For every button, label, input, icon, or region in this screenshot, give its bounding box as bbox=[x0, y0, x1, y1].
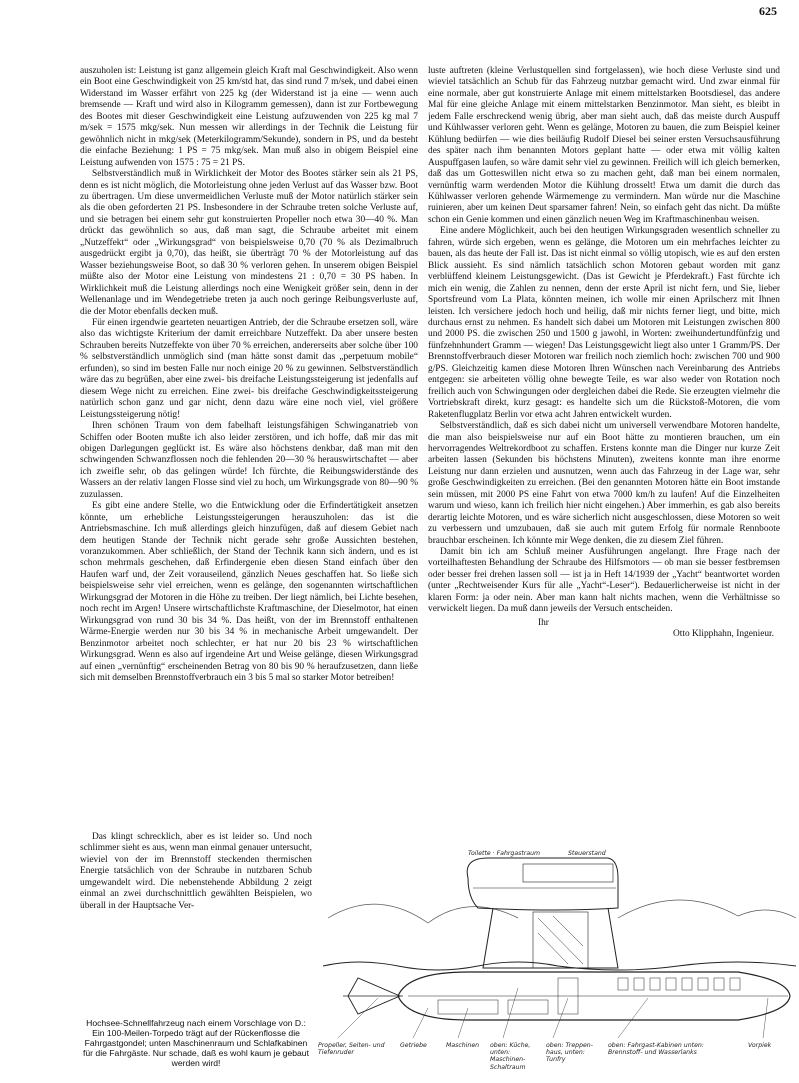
paragraph: Das klingt schrecklich, aber es ist leider so. Und noch schlimmer sieht es aus, wenn man einmal genauer untersucht, wieviel von der im Brennstoff steckenden thermischen Energie tatsächlich von der Schraube in nutzbaren Schub umgewandelt wird. Die nebenstehende Abbildung 2 zeigt einmal an zwei durchschnittlich gewählten Beispielen, wo überall in der Hauptsache Ver- bbox=[80, 832, 312, 911]
paragraph: Es gibt eine andere Stelle, wo die Entwicklung oder die Erfindertätigkeit ansetzen könnte, um erhebliche Leistungssteigerungen herauszuholen: das ist die Antriebsmaschine. Ich muß allerdings gleich hinzufügen, daß auf diesem Gebiet nach dem heutigen Stande der Technik nicht gerade sehr große Aussichten bestehen, voranzukommen. Aber schließlich, der Stand der Technik kann sich ändern, und es ist schon mehrmals geschehen, daß Erfindergenie eben diesen Stand einfach über den Haufen warf und, der Zeit vorauseilend, gänzlich Neues geschaffen hat. So ließe sich beispielsweise sehr viel erreichen, wenn es gelänge, den sogenannten wirtschaftlichen Wirkungsgrad der Motoren in die Höhe zu treiben. Der liegt nämlich, bei Lichte besehen, noch recht im Argen! Unsere wirtschaftlichste Kraftmaschine, der Dieselmotor, hat einen Wirkungsgrad von rund 30 bis 34 %. Das heißt, von der im Brennstoff enthaltenen Wärme-Energie werden nur 30 bis 34 % in mechanische Arbeit umgewandelt. Der Benzinmotor arbeitet noch schlechter, er hat nur 20 bis 23 % wirtschaftlichen Wirkungsgrad. Wenn es also auf irgendeine Art und Weise gelänge, diesen Wirkungsgrad auf einen „vernünftig“ erscheinenden Betrag von 80 bis 90 % heraufzusetzen, dann ließe sich mit demselben Brennstoffverbrauch ein 3 bis 5 mal so starker Motor betreiben! bbox=[80, 501, 418, 684]
figure-label: Maschinen bbox=[446, 1042, 480, 1049]
figure-label: oben: Treppen- haus, unten: Tunfry bbox=[546, 1042, 593, 1064]
paragraph: Für einen irgendwie gearteten neuartigen Antrieb, der die Schraube ersetzen soll, wäre also das wichtigste Kriterium der damit erreichbare Nutzeffekt. Da aber unsere besten Schrauben bereits Nutzeffekte von über 70 % erreichen, andererseits aber solche über 100 % selbstverständlich unmöglich sind (man hätte sonst damit das „perpetuum mobile“ erfunden), so sind im besten Falle nur noch einige 20 % zu gewinnen. Selbstverständlich wäre das zu begrüßen, aber eine zwei- bis dreifache Leistungssteigerung ist jedenfalls auf diesem Wege nicht zu erreichen. Eine zwei- bis dreifache Geschwindigkeitssteigerung natürlich schon ganz und gar nicht, denn dazu wäre eine noch viel, viel größere Leistungssteigerung nötig! bbox=[80, 317, 418, 420]
signature-closing: Ihr bbox=[538, 617, 549, 628]
paragraph: Selbstverständlich, daß es sich dabei nicht um universell verwendbare Motoren handelte, die man also beispielsweise nur auf ein Boot hätte zu montieren brauchen, um ein hervorragendes Weltrekordboot zu schaffen. Erstens konnte man die Dinger nur kurze Zeit arbeiten lassen (Sekunden bis höchstens Minuten), zweitens konnte man ihre enorme Leistung nur dann erzielen und ausnutzen, wenn auch das Fahrzeug in der Lage war, sehr große Geschwindigkeiten zu erreichen. (Bei den genannten Motoren hätte ein Boot imstande sein müssen, mit 2000 PS eine Fahrt von etwa 7000 km/h zu laufen! Auf die Einzelheiten warum und wieso, kann ich freilich hier nicht eingehen.) Aber immerhin, es gab also bereits derartig leichte Motoren, und es wäre sicherlich nicht ausgeschlossen, diese Motoren so weit zu verbessern und umzubauen, daß sie auch mit gutem Erfolg für normale Rennboote brauchbar erscheinen. Ich könnte mir Wege denken, die zu diesem Ziel führen. bbox=[428, 421, 780, 546]
figure-label: Getriebe bbox=[400, 1042, 427, 1049]
paragraph: Selbstverständlich muß in Wirklichkeit der Motor des Bootes stärker sein als 21 PS, denn es ist nicht möglich, die Motorleistung ohne jeden Verlust auf das Wasser bzw. Boot zu übertragen. Um diese unvermeidlichen Verluste muß der Motor natürlich stärker sein als die oben geforderten 21 PS. Insbesondere in der Schraube treten solche Verluste auf, und sie betragen bei einem sehr gut konstruierten Propeller noch etwa 30—40 %. Man drückt das gewöhnlich so aus, daß man sagt, die Schraube arbeitet mit einem „Nutzeffekt“ oder „Wirkungsgrad“ von beispielsweise 0,70 (70 % als Dezimalbruch ausgedrückt ergibt ja 0,70), das heißt, sie überträgt 70 % der Motorleistung auf das Wasser beziehungsweise Boot, so daß 30 % verloren gehen. In unserem obigen Beispiel müßte also der Motor eine Leistung von mindestens 21 : 0,70 = 30 PS haben. In Wirklichkeit muß die Leistung allerdings noch eine Wenigkeit größer sein, denn in der Wellenanlage und im Wendegetriebe treten ja auch noch geringe Reibungsverluste auf, die der Motor ebenfalls decken muß. bbox=[80, 169, 418, 317]
paragraph: auszuholen ist: Leistung ist ganz allgemein gleich Kraft mal Geschwindigkeit. Also wenn ein Boot eine Geschwindigkeit von 25 km/std hat, das sind rund 7 m/sek, und dabei einen Widerstand im Wasser erfährt von 225 kg (der Widerstand ist ja eine — wenn auch bremsende — Kraft und wird also in Kilogramm gemessen), dann ist zur Fortbewegung des Bootes mit dieser Geschwindigkeit eine Leistung aufzuwenden von 225 kg mal 7 m/sek = 1575 mkg/sek. Nun messen wir allerdings in der Technik die Leistung für gewöhnlich nicht in mkg/sek (Meterkilogramm/Sekunde), sondern in PS, und da besteht die einfache Beziehung: 1 PS = 75 mkg/sek. Man muß also in obigem Beispiel eine Leistung aufwenden von 1575 : 75 = 21 PS. bbox=[80, 66, 418, 168]
paragraph: Damit bin ich am Schluß meiner Ausführungen angelangt. Ihre Frage nach der vorteilhaftesten Behandlung der Schraube des Hilfsmotors — ob man sie besser festbremsen oder besser frei drehen lassen soll — ist ja in Heft 14/1939 der „Yacht“ beantwortet worden (unter „Rechtweisender Kurs für alle „Yacht“-Leser“). Bedauerlicherweise ist nicht in der klaren Form: ja oder nein. Aber man kann halt nichts machen, wenn die Verhältnisse so verwickelt liegen. Da muß dann jeweils der Versuch entscheiden. bbox=[428, 547, 780, 615]
paragraph: Eine andere Möglichkeit, auch bei den heutigen Wirkungsgraden wesentlich schneller zu fahren, würde sich ergeben, wenn es gelänge, die Motoren um ein mehrfaches leichter zu bauen, als das heute der Fall ist. Das ist nicht einmal so völlig utopisch, wie es auf den ersten Blick aussieht. Es sind nämlich tatsächlich schon Motoren gebaut worden mit ganz verblüffend kleinem Leistungsgewicht. (Das ist Gewicht je Pferdekraft.) Fast fürchte ich mich ein wenig, die Zahlen zu nennen, denn der erste April ist nicht fern, und Sie, lieber Sportsfreund vom La Plata, könnten meinen, ich wolle mir einen Aprilscherz mit Ihnen leisten. Ich versichere jedoch hoch und heilig, daß mir nichts ferner liegt, und bitte, mich durchaus ernst zu nehmen. Es handelt sich dabei um Motoren mit Leistungen zwischen 800 und 2000 PS. die zwischen 250 und 1500 g jawohl, in Worten: zweihundertundfünfzig und fünfzehnhundert Gramm — wiegen! Das Leistungsgewicht liegt also unter 1 Gramm/PS. Der Brennstoffverbrauch dieser Motoren war freilich noch ziemlich hoch: zwischen 700 und 900 g/PS. Gleichzeitig kamen diese Motoren Ihren Wünschen nach Vereinbarung des Antriebs entgegen: sie arbeiteten völlig ohne bewegte Teile, es war also weder von Rotation noch freilich auch von Schwingungen oder dergleichen dabei die Rede. Sie erzeugten vielmehr die Vortriebskraft direkt, kurz gesagt: es handelte sich um die Rückstoß-Motoren, die vom Raketenflugplatz Berlin vor etwa acht Jahren entwickelt wurden. bbox=[428, 226, 780, 420]
signature bbox=[428, 618, 780, 641]
right-column bbox=[428, 66, 780, 641]
left-column-tail bbox=[80, 832, 312, 912]
figure-label: Propeller, Seiten- und Tiefenruder bbox=[318, 1042, 385, 1057]
page-number: 625 bbox=[759, 4, 777, 18]
figure-label: Steuerstand bbox=[568, 850, 606, 857]
figure-label: Vorpiek bbox=[748, 1042, 772, 1049]
signature-author: Otto Klipphahn, Ingenieur. bbox=[672, 629, 774, 640]
figure-label: oben: Küche, unten: Maschinen- Schaltraum bbox=[490, 1042, 531, 1071]
left-column bbox=[80, 66, 418, 684]
figure-label: Toilette · Fahrgastraum bbox=[468, 850, 541, 857]
figure-label: oben: Fahrgast-Kabinen unten: Brennstoff- und Wasserlanks bbox=[608, 1042, 704, 1057]
figure-caption: Hochsee-Schnellfahrzeug nach einem Vorschlage von D.: Ein 100-Meilen-Torpedo trägt auf der Rückenflosse die Fahrgastgondel; unten Maschinenraum und Schlafkabinen für die Fahrgäste. Nur schade, daß es wohl kaum je gebaut werden wird! bbox=[83, 1018, 309, 1068]
vessel-illustration bbox=[318, 848, 798, 1078]
paragraph: Ihren schönen Traum von dem fabelhaft leistungsfähigen Schwinganatrieb von Schiffen oder Booten mußte ich also leider zerstören, und ich hoffe, daß mir das mit obigen Darlegungen geglückt ist. Es wäre also höchstens denkbar, daß man mit den schwingenden Schwanzflossen noch die fehlenden 20—30 % herauswirtschaftet — aber ich zweifle sehr, ob das gelingen würde! Ich fürchte, die Reibungswiderstände des Wassers an der relativ langen Flosse sind viel zu hoch, um Wirkungsgrade von 80—90 % zuzulassen. bbox=[80, 421, 418, 500]
paragraph: luste auftreten (kleine Verlustquellen sind fortgelassen), wie hoch diese Verluste sind und wieviel tatsächlich an Schub für das Fahrzeug nutzbar gemacht wird. Und zwar einmal für eine normale, aber gut konstruierte Anlage mit einem mittelstarken Bootsdiesel, das andere Mal für eine gleiche Anlage mit einem mittelstarken Benzinmotor. Man sieht, es bleibt in jedem Falle erschreckend wenig übrig, aber man sieht auch, daß das meiste durch Auspuff und Kühlwasser verloren geht. Wenn es gelänge, Motoren zu bauen, die zum Beispiel keiner Kühlung bedürfen — wie dies beiläufig Rudolf Diesel bei seiner ersten Versuchsausführung des später nach ihm benannten Motors geplant hatte — oder etwa mit völlig kalten Auspuffgasen laufen, so wäre damit sehr viel zu gewinnen. Freilich will ich gleich bemerken, daß das um Gotteswillen nicht etwa so zu machen geht, daß man bei einem normalen, vernünftig warm werdenden Motor die Kühlung drosselt! Etwa um damit die durch das Kühlwasser verloren gehende Wärmemenge zu vermindern. Man würde nur die Maschine ruinieren, aber um keinen Deut sparsamer fahren! Nein, so einfach geht das nicht. Da müßte schon ein Genie kommen und einen gänzlich neuen Weg im Kraftmaschinenbau weisen. bbox=[428, 66, 780, 225]
